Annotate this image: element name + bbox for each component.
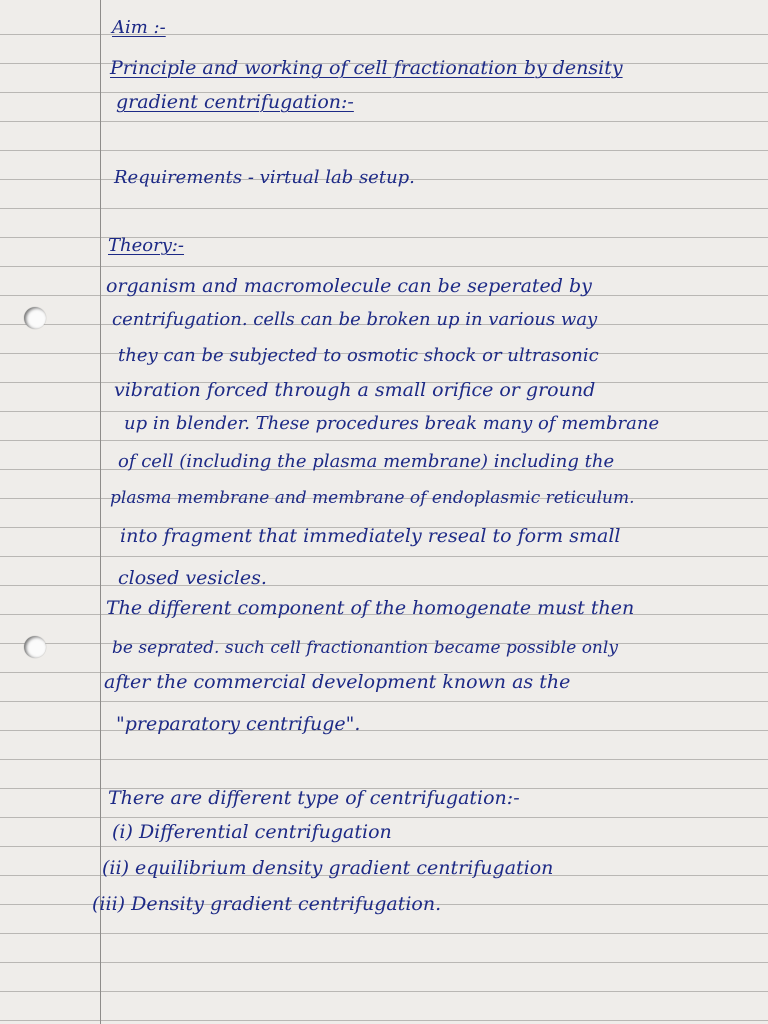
theory-p1-line-1: organism and macromolecule can be seperated by — [106, 275, 592, 297]
theory-p1-line-8: into fragment that immediately reseal to form small — [120, 525, 621, 547]
theory-p1-line-9: closed vesicles. — [118, 567, 267, 589]
requirements-line: Requirements - virtual lab setup. — [114, 167, 415, 188]
theory-heading: Theory:- — [108, 235, 185, 256]
types-item-1: (i) Differential centrifugation — [112, 821, 392, 843]
aim-heading: Aim :- — [112, 17, 166, 38]
theory-p1-line-2: centrifugation. cells can be broken up in various way — [112, 309, 598, 330]
margin-line — [100, 0, 101, 1024]
theory-p2-line-2: be seprated. such cell fractionantion became possible only — [112, 638, 618, 658]
theory-p2-line-4: "preparatory centrifuge". — [116, 713, 361, 735]
theory-p1-line-6: of cell (including the plasma membrane) including the — [118, 451, 615, 472]
binder-hole-top — [24, 307, 46, 329]
theory-p2-line-3: after the commercial development known as the — [104, 671, 571, 693]
theory-p1-line-5: up in blender. These procedures break many of membrane — [124, 413, 660, 434]
theory-p2-line-1: The different component of the homogenate must then — [106, 597, 635, 619]
aim-line-1: Principle and working of cell fractionation by density — [110, 57, 623, 79]
types-item-3: (iii) Density gradient centrifugation. — [92, 893, 442, 915]
theory-p1-line-3: they can be subjected to osmotic shock or ultrasonic — [118, 345, 599, 366]
aim-line-2: gradient centrifugation:- — [116, 91, 354, 113]
theory-p1-line-4: vibration forced through a small orifice or ground — [114, 379, 596, 401]
binder-hole-bottom — [24, 636, 46, 658]
theory-p1-line-7: plasma membrane and membrane of endoplasmic reticulum. — [110, 488, 635, 508]
types-intro: There are different type of centrifugation:- — [108, 787, 520, 809]
types-item-2: (ii) equilibrium density gradient centrifugation — [102, 857, 554, 879]
